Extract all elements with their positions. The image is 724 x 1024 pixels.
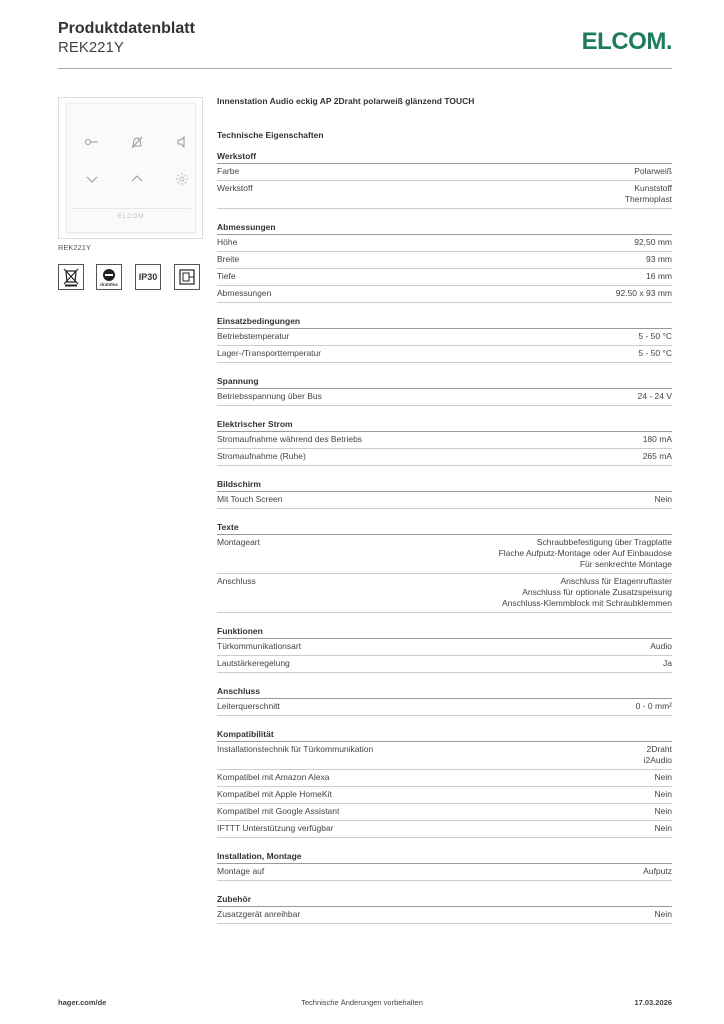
drahtlos-label: drahtlos bbox=[100, 281, 118, 287]
spec-label: Stromaufnahme (Ruhe) bbox=[217, 451, 306, 461]
spec-value bbox=[646, 254, 672, 265]
section-title: Texte bbox=[217, 521, 672, 535]
section-title: Werkstoff bbox=[217, 150, 672, 164]
spec-row bbox=[217, 574, 672, 613]
spec-label: Lager-/Transporttemperatur bbox=[217, 348, 322, 358]
weee-icon bbox=[58, 264, 84, 290]
spec-label: Kompatibel mit Google Assistant bbox=[217, 806, 340, 816]
spec-section bbox=[217, 375, 672, 406]
spec-label: Kompatibel mit Apple HomeKit bbox=[217, 789, 332, 799]
product-code-header: REK221Y bbox=[58, 39, 124, 56]
spec-value bbox=[636, 701, 672, 712]
bell-off-icon bbox=[129, 134, 145, 150]
spec-value bbox=[634, 237, 672, 248]
spec-value-line: Nein bbox=[654, 823, 672, 833]
footer-disclaimer: Technische Änderungen vorbehalten bbox=[301, 998, 423, 1007]
spec-row bbox=[217, 164, 672, 181]
section-title: Spannung bbox=[217, 375, 672, 389]
spec-value bbox=[646, 271, 672, 282]
spec-value-line: 5 - 50 °C bbox=[638, 331, 672, 341]
spec-row bbox=[217, 252, 672, 269]
spec-value-line: Nein bbox=[654, 806, 672, 816]
spec-section bbox=[217, 685, 672, 716]
spec-value-line: Kunststoff bbox=[634, 183, 672, 193]
spec-value bbox=[650, 641, 672, 652]
spec-value bbox=[638, 348, 672, 359]
spec-row bbox=[217, 181, 672, 209]
light-icon bbox=[174, 171, 190, 187]
spec-row bbox=[217, 787, 672, 804]
header-divider bbox=[58, 68, 672, 69]
spec-value bbox=[643, 866, 672, 877]
spec-value-line: i2Audio bbox=[643, 755, 672, 765]
spec-value-line: Thermoplast bbox=[624, 194, 672, 204]
device-panel bbox=[66, 103, 196, 233]
spec-row bbox=[217, 492, 672, 509]
section-title: Bildschirm bbox=[217, 478, 672, 492]
product-image bbox=[58, 97, 203, 239]
spec-value-line: Anschluss-Klemmblock mit Schraubklemmen bbox=[501, 598, 672, 608]
spec-value-line: Polarweiß bbox=[634, 166, 672, 176]
chevron-up-icon bbox=[129, 171, 145, 187]
device-brand-label: ELCOM bbox=[117, 214, 145, 220]
spec-value-line: 92.50 x 93 mm bbox=[615, 288, 672, 298]
spec-value bbox=[502, 576, 672, 609]
spec-row bbox=[217, 389, 672, 406]
spec-section bbox=[217, 418, 672, 466]
spec-label: Abmessungen bbox=[217, 288, 272, 298]
spec-label: Montageart bbox=[217, 537, 260, 547]
spec-value-line: 5 - 50 °C bbox=[638, 348, 672, 358]
key-icon bbox=[84, 134, 100, 150]
spec-label: Kompatibel mit Amazon Alexa bbox=[217, 772, 330, 782]
spec-value-line: Für senkrechte Montage bbox=[579, 559, 672, 569]
spec-label: Türkommunikationsart bbox=[217, 641, 302, 651]
spec-label: Mit Touch Screen bbox=[217, 494, 283, 504]
spec-value-line: Aufputz bbox=[643, 866, 672, 876]
spec-value-line: Anschluss für optionale Zusatzspeisung bbox=[522, 587, 672, 597]
spec-value-line: Audio bbox=[650, 641, 672, 651]
spec-section bbox=[217, 850, 672, 881]
spec-value bbox=[655, 494, 672, 505]
spec-row bbox=[217, 864, 672, 881]
spec-section bbox=[217, 315, 672, 363]
section-title: Kompatibilität bbox=[217, 728, 672, 742]
spec-row bbox=[217, 656, 672, 673]
spec-label: Leiterquerschnitt bbox=[217, 701, 280, 711]
spec-row bbox=[217, 699, 672, 716]
spec-value-line: Anschluss für Etagenruftaster bbox=[560, 576, 672, 586]
spec-value bbox=[655, 789, 672, 800]
spec-value bbox=[638, 331, 672, 342]
spec-row bbox=[217, 269, 672, 286]
spec-value-line: Flache Aufputz-Montage oder Auf Einbaudose bbox=[498, 548, 672, 558]
footer-date: 17.03.2026 bbox=[634, 998, 672, 1007]
spec-label: Anschluss bbox=[217, 576, 256, 586]
spec-value-line: 24 - 24 V bbox=[637, 391, 672, 401]
spec-value bbox=[655, 823, 672, 834]
spec-label: Höhe bbox=[217, 237, 238, 247]
section-title: Zubehör bbox=[217, 893, 672, 907]
spec-value-line: 0 - 0 mm² bbox=[635, 701, 672, 711]
spec-value bbox=[634, 166, 672, 177]
product-code-label: REK221Y bbox=[58, 243, 91, 252]
spec-label: Installationstechnik für Türkommunikation bbox=[217, 744, 374, 754]
spec-value bbox=[655, 909, 672, 920]
spec-value-line: 93 mm bbox=[646, 254, 672, 264]
spec-label: IFTTT Unterstützung verfügbar bbox=[217, 823, 334, 833]
spec-section bbox=[217, 221, 672, 303]
spec-row bbox=[217, 449, 672, 466]
spec-value-line: Nein bbox=[654, 494, 672, 504]
spec-value bbox=[663, 658, 672, 669]
spec-row bbox=[217, 286, 672, 303]
drahtlos-icon bbox=[96, 264, 122, 290]
spec-row bbox=[217, 742, 672, 770]
spec-row bbox=[217, 907, 672, 924]
spec-value bbox=[499, 537, 672, 570]
spec-value-line: Schraubbefestigung über Tragplatte bbox=[536, 537, 672, 547]
elcom-logo: ELCOM. bbox=[581, 28, 672, 55]
spec-label: Werkstoff bbox=[217, 183, 253, 193]
spec-label: Zusatzgerät anreihbar bbox=[217, 909, 301, 919]
spec-label: Tiefe bbox=[217, 271, 236, 281]
section-title: Einsatzbedingungen bbox=[217, 315, 672, 329]
spec-value-line: Nein bbox=[654, 789, 672, 799]
spec-section bbox=[217, 150, 672, 209]
spec-row bbox=[217, 329, 672, 346]
spec-value-line: 2Draht bbox=[646, 744, 672, 754]
spec-row bbox=[217, 804, 672, 821]
spec-row bbox=[217, 432, 672, 449]
spec-value-line: 16 mm bbox=[646, 271, 672, 281]
spec-section bbox=[217, 625, 672, 673]
spec-value bbox=[644, 744, 672, 766]
section-title: Funktionen bbox=[217, 625, 672, 639]
spec-label: Farbe bbox=[217, 166, 240, 176]
spec-value-line: Nein bbox=[654, 772, 672, 782]
spec-label: Stromaufnahme während des Betriebs bbox=[217, 434, 363, 444]
section-title: Abmessungen bbox=[217, 221, 672, 235]
spec-value bbox=[655, 772, 672, 783]
document-title: Produktdatenblatt bbox=[58, 20, 195, 37]
spec-section bbox=[217, 521, 672, 613]
spec-row bbox=[217, 639, 672, 656]
spec-row bbox=[217, 821, 672, 838]
spec-label: Breite bbox=[217, 254, 240, 264]
spec-row bbox=[217, 770, 672, 787]
spec-value-line: Ja bbox=[663, 658, 672, 668]
section-title: Anschluss bbox=[217, 685, 672, 699]
product-name: Innenstation Audio eckig AP 2Draht polarweiß glänzend TOUCH bbox=[217, 96, 475, 106]
section-title: Installation, Montage bbox=[217, 850, 672, 864]
spec-value bbox=[638, 391, 673, 402]
spec-table bbox=[217, 150, 672, 936]
spec-label: Betriebstemperatur bbox=[217, 331, 290, 341]
spec-value bbox=[643, 451, 672, 462]
spec-value-line: 92,50 mm bbox=[634, 237, 672, 247]
tech-properties-title: Technische Eigenschaften bbox=[217, 130, 324, 140]
spec-row bbox=[217, 235, 672, 252]
ip30-badge: IP30 bbox=[135, 264, 161, 290]
footer-website[interactable]: hager.com/de bbox=[58, 998, 107, 1007]
spec-row bbox=[217, 535, 672, 574]
spec-value bbox=[655, 806, 672, 817]
spec-section bbox=[217, 728, 672, 838]
chevron-down-icon bbox=[84, 171, 100, 187]
spec-value bbox=[625, 183, 672, 205]
spec-value-line: Nein bbox=[654, 909, 672, 919]
spec-value-line: 180 mA bbox=[642, 434, 672, 444]
spec-label: Betriebsspannung über Bus bbox=[217, 391, 322, 401]
spec-label: Lautstärkeregelung bbox=[217, 658, 290, 668]
spec-section bbox=[217, 478, 672, 509]
spec-value bbox=[616, 288, 672, 299]
speaker-icon bbox=[174, 134, 190, 150]
device-frame-line bbox=[71, 208, 191, 209]
installation-icon bbox=[174, 264, 200, 290]
spec-label: Montage auf bbox=[217, 866, 265, 876]
spec-row bbox=[217, 346, 672, 363]
spec-section bbox=[217, 893, 672, 924]
section-title: Elektrischer Strom bbox=[217, 418, 672, 432]
spec-value-line: 265 mA bbox=[642, 451, 672, 461]
spec-value bbox=[643, 434, 672, 445]
